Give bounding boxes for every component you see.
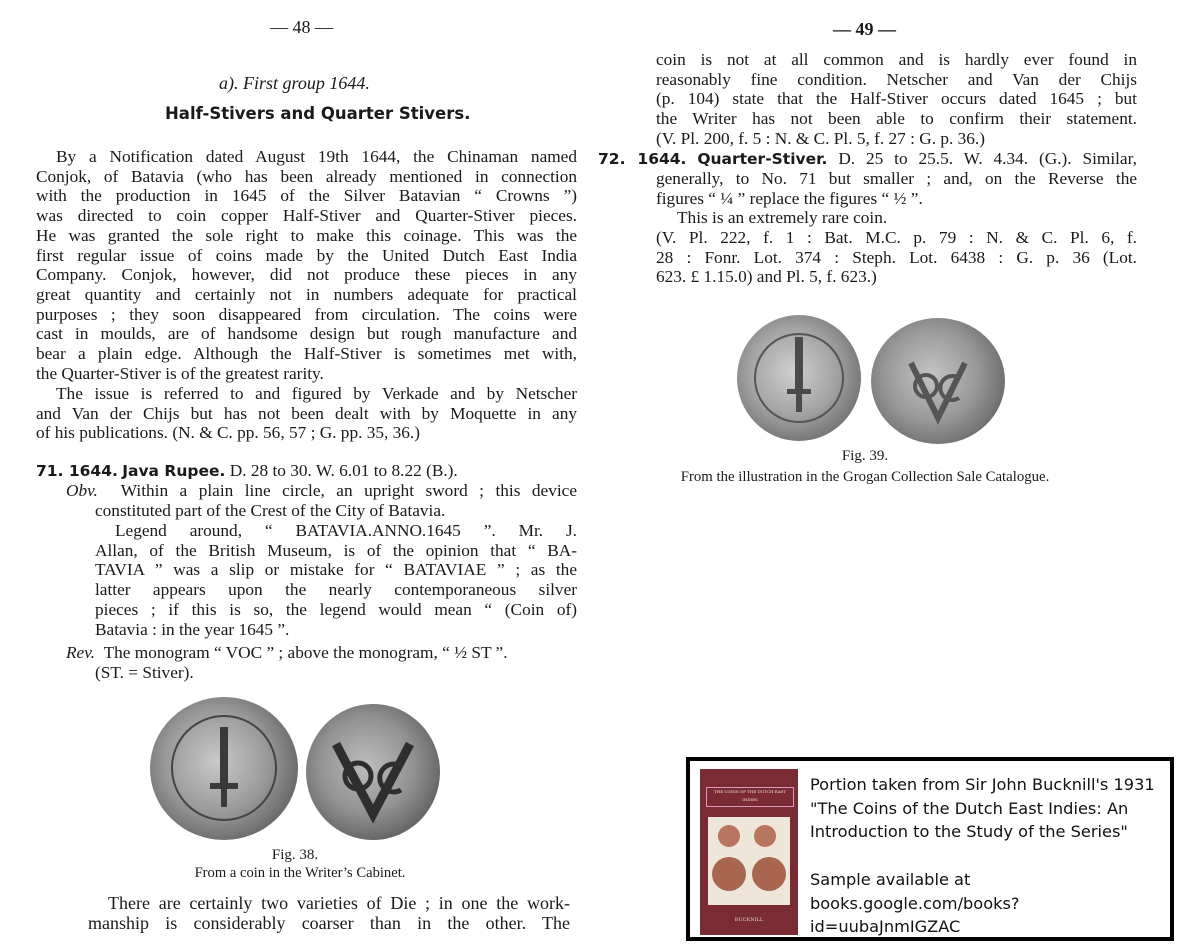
righttop-line: the Writer has not been able to confirm their statement. [656, 109, 1137, 129]
righttop-line: (V. Pl. 200, f. 5 : N. & C. Pl. 5, f. 27 : G. p. 36.) [656, 128, 986, 148]
voc-monogram-icon [871, 318, 1005, 444]
entry-71-number: 71. 1644. [36, 462, 118, 480]
intro-line: He was granted the sole right to make this coinage. This was the [36, 225, 577, 245]
entry-72-name: Quarter-Stiver. [697, 150, 828, 168]
legend-line: TAVIA ” was a slip or mistake for “ BATAVIAE ” ; as the [95, 560, 577, 580]
rev-line-2: (ST. = Stiver). [95, 663, 194, 682]
source-info-line: books.google.com/books? [810, 893, 1020, 913]
cover-coin-2 [754, 825, 776, 847]
rev-text: The monogram “ VOC ” ; above the monogram, “ ½ ST ”. [103, 643, 508, 662]
source-info-line: Portion taken from Sir John Bucknill's 1931 [810, 775, 1155, 794]
book-cover [700, 769, 798, 935]
obv-description [66, 481, 577, 501]
source-info-text [810, 773, 1174, 939]
obv-line-0: Within a plain line circle, an upright sword ; this device [120, 481, 577, 500]
intro-paragraph [36, 147, 577, 383]
left-page-number: — 48 — [270, 17, 333, 37]
bottom-paragraph [88, 894, 570, 933]
intro-line: bear a plain edge. Although the Half-Stiver is sometimes met with, [36, 344, 577, 364]
book-cover-panel [708, 817, 790, 905]
intro-line: By a Notification dated August 19th 1644, the Chinaman named [56, 147, 577, 166]
fig38-label: Fig. 38. [271, 847, 319, 863]
legend-paragraph [95, 521, 577, 639]
voc-monogram-icon [306, 704, 440, 840]
intro-line: Conjok, of Batavia (who has been already mentioned in connection [36, 166, 577, 186]
source-info-line: "The Coins of the Dutch East Indies: An [810, 798, 1129, 818]
intro-line: the Quarter-Stiver is of the greatest rarity. [36, 363, 324, 383]
fig39-caption: From the illustration in the Grogan Collection Sale Catalogue. [680, 469, 1050, 485]
righttop-line: reasonably fine condition. Netscher and Van der Chijs [656, 69, 1137, 89]
references [656, 228, 1137, 287]
legend-line: Allan, of the British Museum, is of the opinion that “ BA- [95, 540, 577, 560]
intro-line: great quantity and certainly not in numbers adequate for practical [36, 284, 577, 304]
refs-line: (V. Pl. 222, f. 1 : Bat. M.C. p. 79 : N. & C. Pl. 6, f. [656, 228, 1137, 247]
sword-icon [150, 697, 298, 840]
legend-line: Batavia : in the year 1645 ”. [95, 619, 290, 639]
bottom-line: There are certainly two varieties of Die ; in one the work- [108, 893, 570, 913]
issue-paragraph [36, 384, 577, 443]
source-info-line [810, 844, 1174, 868]
right-top-paragraph [656, 50, 1137, 149]
rev-label: Rev. [66, 643, 95, 662]
source-info-line: id=uubaJnmIGZAC [810, 917, 961, 937]
issue-line: The issue is referred to and figured by Verkade and by Netscher [56, 384, 577, 403]
source-info-line: Introduction to the Study of the Series" [810, 822, 1128, 842]
sword-icon [737, 315, 861, 441]
source-info-box [686, 757, 1174, 941]
refs-line: 623. £ 1.15.0) and Pl. 5, f. 623.) [656, 267, 877, 287]
entry-72-specs: D. 25 to 25.5. W. 4.34. (G.). Similar, [838, 149, 1137, 168]
obv-label: Obv. [66, 481, 98, 500]
intro-line: purposes ; they soon disappeared from circulation. The coins were [36, 304, 577, 324]
fig39-obverse-coin [737, 315, 861, 441]
entry-72-number: 72. 1644. [598, 150, 687, 168]
intro-line: first regular issue of coins made by the United Dutch East India [36, 245, 577, 265]
fig38-reverse-coin [306, 704, 440, 840]
entry-71-name: Java Rupee. [122, 462, 226, 480]
entry72-line: figures “ ¼ ” replace the figures “ ½ ”. [656, 188, 923, 208]
cover-coin-1 [718, 825, 740, 847]
legend-line: latter appears upon the nearly contemporaneous silver [95, 580, 577, 600]
source-info-line: Sample available at [810, 869, 971, 889]
righttop-line: (p. 104) state that the Half-Stiver occurs dated 1645 ; but [656, 89, 1137, 109]
issue-line: and Van der Chijs but has not been dealt with by Moquette in any [36, 403, 577, 423]
intro-line: cast in moulds, are of handsome design but rough manufacture and [36, 324, 577, 344]
entry-71-specs: D. 28 to 30. W. 6.01 to 8.22 (B.). [229, 461, 458, 480]
entry-72-heading [598, 149, 1137, 170]
intro-line: Company. Conjok, however, did not produce these pieces in any [36, 265, 577, 285]
intro-line: was directed to coin copper Half-Stiver and Quarter-Stiver pieces. [36, 206, 577, 226]
entry72-line: generally, to No. 71 but smaller ; and, on the Reverse the [656, 169, 1137, 188]
book-cover-author: BUCKNILL [734, 917, 764, 923]
fig38-caption: From a coin in the Writer’s Cabinet. [194, 865, 406, 881]
intro-line: with the production in 1645 of the Silver Batavian “ Crowns ”) [36, 186, 577, 206]
legend-line: Legend around, “ BATAVIA.ANNO.1645 ”. Mr. J. [115, 521, 577, 540]
entry-72-lines [656, 169, 1137, 208]
legend-line: pieces ; if this is so, the legend would mean “ (Coin of) [95, 599, 577, 619]
righttop-line: coin is not at all common and is hardly ever found in [656, 50, 1137, 69]
section-title: Half-Stivers and Quarter Stivers. [165, 104, 471, 123]
rev-description [66, 643, 577, 663]
entry-71-heading [36, 461, 577, 482]
refs-line: 28 : Fonr. Lot. 374 : Steph. Lot. 6438 : G. p. 36 (Lot. [656, 247, 1137, 267]
fig38-obverse-coin [150, 697, 298, 840]
right-page-number: — 49 — [833, 19, 896, 39]
book-cover-title: THE COINS OF THE DUTCH EAST INDIES [706, 787, 794, 807]
fig39-label: Fig. 39. [841, 448, 889, 464]
cover-coin-3 [712, 857, 746, 891]
group-heading: a). First group 1644. [219, 73, 370, 93]
issue-line: of his publications. (N. & C. pp. 56, 57 ; G. pp. 35, 36.) [36, 423, 421, 443]
bottom-line: manship is considerably coarser than in the other. The [88, 912, 570, 933]
fig39-reverse-coin [871, 318, 1005, 444]
obv-line-1: constituted part of the Crest of the City of Batavia. [95, 501, 446, 520]
rare-note: This is an extremely rare coin. [677, 208, 888, 227]
cover-coin-4 [752, 857, 786, 891]
